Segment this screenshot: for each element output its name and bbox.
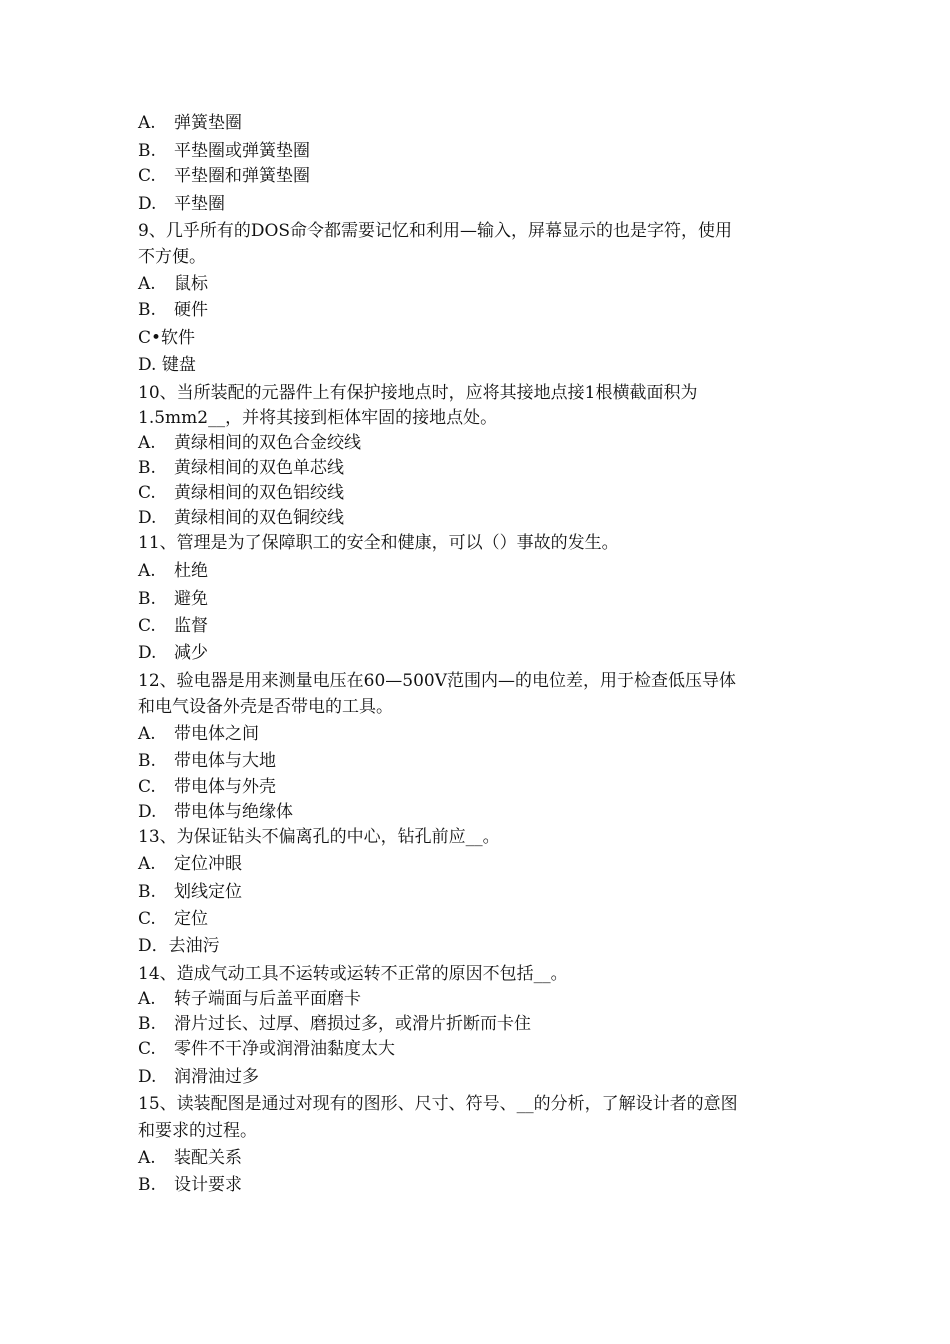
option-label: A. bbox=[138, 561, 156, 581]
question-text bbox=[138, 696, 828, 718]
answer-option bbox=[138, 988, 361, 1010]
option-label: B. bbox=[138, 141, 156, 161]
option-label: A. bbox=[138, 724, 156, 744]
question-text bbox=[138, 407, 828, 429]
answer-option bbox=[138, 1174, 242, 1196]
option-label: B. bbox=[138, 1175, 156, 1195]
question-line: D．去油污 bbox=[138, 936, 220, 956]
answer-option bbox=[138, 193, 225, 215]
question-text bbox=[138, 963, 828, 985]
answer-option bbox=[138, 273, 208, 295]
option-label: B. bbox=[138, 458, 156, 478]
question-line: 15、读装配图是通过对现有的图形、尺寸、符号、__的分析，了解设计者的意图 bbox=[138, 1094, 738, 1114]
option-label: C. bbox=[138, 166, 156, 186]
answer-option bbox=[138, 1038, 395, 1060]
answer-option bbox=[138, 482, 344, 504]
option-text: 减少 bbox=[174, 643, 208, 663]
answer-option bbox=[138, 750, 276, 772]
option-label: B. bbox=[138, 1014, 156, 1034]
question-text bbox=[138, 382, 828, 404]
question-text bbox=[138, 826, 828, 848]
option-text: 平垫圈和弹簧垫圈 bbox=[174, 166, 310, 186]
answer-option bbox=[138, 560, 208, 582]
option-text: 转子端面与后盖平面磨卡 bbox=[174, 989, 361, 1009]
question-text bbox=[138, 354, 828, 376]
question-text bbox=[138, 327, 828, 349]
answer-option bbox=[138, 723, 259, 745]
option-text: 黄绿相间的双色铜绞线 bbox=[174, 508, 344, 528]
question-text bbox=[138, 670, 828, 692]
option-label: C. bbox=[138, 777, 156, 797]
question-line: 和电气设备外壳是否带电的工具。 bbox=[138, 697, 393, 717]
question-line: 12、验电器是用来测量电压在60—500V范围内—的电位差，用于检查低压导体 bbox=[138, 671, 736, 691]
answer-option bbox=[138, 112, 242, 134]
answer-option bbox=[138, 1013, 531, 1035]
question-text bbox=[138, 1093, 828, 1115]
question-text bbox=[138, 532, 828, 554]
option-text: 零件不干净或润滑油黏度太大 bbox=[174, 1039, 395, 1059]
option-label: C. bbox=[138, 1039, 156, 1059]
option-text: 带电体之间 bbox=[174, 724, 259, 744]
question-text bbox=[138, 220, 828, 242]
option-label: B. bbox=[138, 300, 156, 320]
answer-option bbox=[138, 642, 208, 664]
option-label: C. bbox=[138, 616, 156, 636]
option-label: B. bbox=[138, 751, 156, 771]
answer-option bbox=[138, 908, 208, 930]
option-label: D. bbox=[138, 194, 157, 214]
answer-option bbox=[138, 457, 344, 479]
option-text: 鼠标 bbox=[174, 274, 208, 294]
option-label: A. bbox=[138, 989, 156, 1009]
option-text: 滑片过长、过厚、磨损过多，或滑片折断而卡住 bbox=[174, 1014, 531, 1034]
option-text: 避免 bbox=[174, 589, 208, 609]
answer-option bbox=[138, 588, 208, 610]
option-label: C. bbox=[138, 483, 156, 503]
option-text: 润滑油过多 bbox=[174, 1067, 259, 1087]
answer-option bbox=[138, 1147, 242, 1169]
question-line: 14、造成气动工具不运转或运转不正常的原因不包括__。 bbox=[138, 964, 568, 984]
option-label: A. bbox=[138, 854, 156, 874]
question-line: D. 键盘 bbox=[138, 355, 196, 375]
answer-option bbox=[138, 165, 310, 187]
option-label: B. bbox=[138, 882, 156, 902]
option-text: 定位冲眼 bbox=[174, 854, 242, 874]
option-label: A. bbox=[138, 113, 156, 133]
option-label: B. bbox=[138, 589, 156, 609]
option-text: 黄绿相间的双色铝绞线 bbox=[174, 483, 344, 503]
option-text: 黄绿相间的双色单芯线 bbox=[174, 458, 344, 478]
option-text: 平垫圈 bbox=[174, 194, 225, 214]
option-text: 带电体与外壳 bbox=[174, 777, 276, 797]
option-text: 定位 bbox=[174, 909, 208, 929]
question-line: 13、为保证钻头不偏离孔的中心，钻孔前应__。 bbox=[138, 827, 500, 847]
question-line: C•软件 bbox=[138, 328, 196, 348]
question-line: 9、几乎所有的DOS命令都需要记忆和利用—输入，屏幕显示的也是字符，使用 bbox=[138, 221, 733, 241]
answer-option bbox=[138, 776, 276, 798]
option-text: 平垫圈或弹簧垫圈 bbox=[174, 141, 310, 161]
answer-option bbox=[138, 507, 344, 529]
answer-option bbox=[138, 299, 208, 321]
option-label: C. bbox=[138, 909, 156, 929]
question-text bbox=[138, 1120, 828, 1142]
question-line: 1.5mm2__，并将其接到柜体牢固的接地点处。 bbox=[138, 408, 498, 428]
question-line: 11、管理是为了保障职工的安全和健康，可以（）事故的发生。 bbox=[138, 533, 619, 553]
answer-option bbox=[138, 881, 242, 903]
answer-option bbox=[138, 615, 208, 637]
answer-option bbox=[138, 432, 361, 454]
question-line: 10、当所装配的元器件上有保护接地点时，应将其接地点接1根横截面积为 bbox=[138, 383, 698, 403]
answer-option bbox=[138, 140, 310, 162]
option-label: A. bbox=[138, 1148, 156, 1168]
answer-option bbox=[138, 1066, 259, 1088]
option-text: 监督 bbox=[174, 616, 208, 636]
answer-option bbox=[138, 853, 242, 875]
option-text: 带电体与大地 bbox=[174, 751, 276, 771]
option-label: D. bbox=[138, 643, 157, 663]
answer-option bbox=[138, 801, 293, 823]
question-line: 不方便。 bbox=[138, 247, 206, 267]
option-text: 带电体与绝缘体 bbox=[174, 802, 293, 822]
option-label: D. bbox=[138, 802, 157, 822]
option-text: 黄绿相间的双色合金绞线 bbox=[174, 433, 361, 453]
option-label: D. bbox=[138, 508, 157, 528]
option-text: 装配关系 bbox=[174, 1148, 242, 1168]
option-label: D. bbox=[138, 1067, 157, 1087]
option-text: 设计要求 bbox=[174, 1175, 242, 1195]
option-text: 弹簧垫圈 bbox=[174, 113, 242, 133]
option-text: 杜绝 bbox=[174, 561, 208, 581]
option-text: 硬件 bbox=[174, 300, 208, 320]
option-text: 划线定位 bbox=[174, 882, 242, 902]
option-label: A. bbox=[138, 433, 156, 453]
question-text bbox=[138, 935, 828, 957]
question-line: 和要求的过程。 bbox=[138, 1121, 257, 1141]
question-text bbox=[138, 246, 828, 268]
option-label: A. bbox=[138, 274, 156, 294]
